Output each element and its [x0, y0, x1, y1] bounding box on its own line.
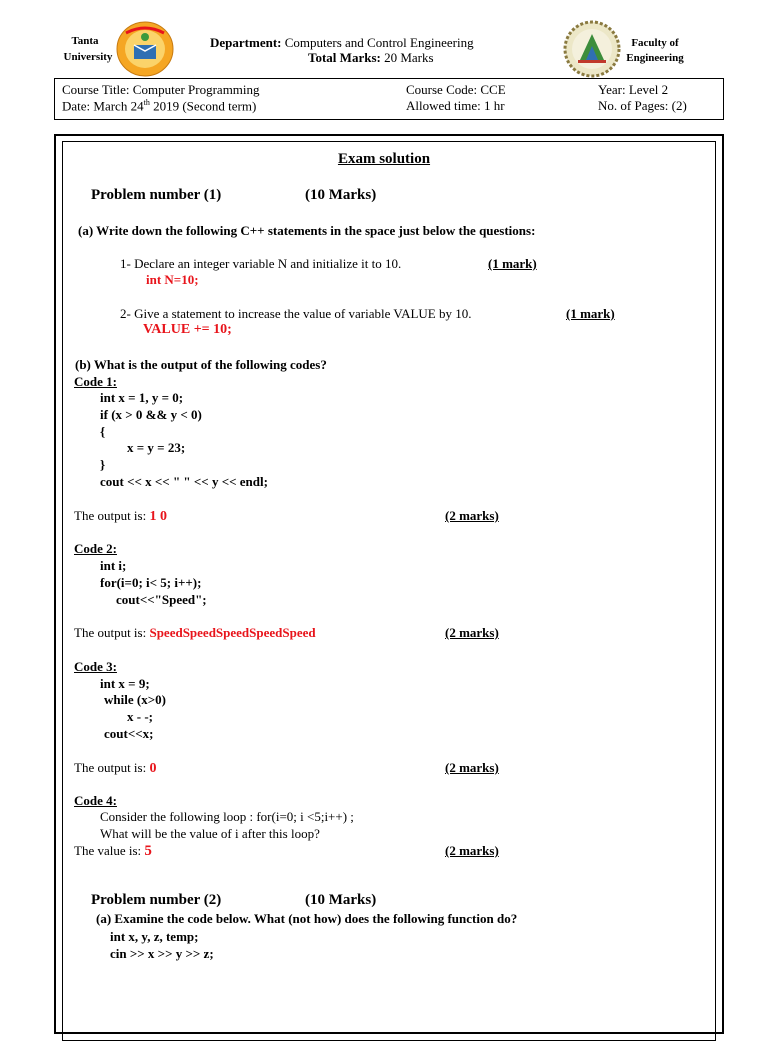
output1-line	[74, 508, 167, 525]
output3-marks: (2 marks)	[445, 760, 499, 775]
code3-line: int x = 9;	[100, 676, 150, 691]
output4-line	[74, 843, 152, 860]
output2-marks: (2 marks)	[445, 625, 499, 640]
output4-marks: (2 marks)	[445, 843, 499, 858]
code3-label: Code 3:	[74, 659, 117, 674]
question-2-answer: VALUE += 10;	[143, 322, 232, 337]
code4-line2: What will be the value of i after this loop?	[100, 826, 320, 841]
department-line	[210, 35, 474, 51]
department-label: Department:	[210, 35, 282, 50]
output3-line	[74, 760, 156, 777]
code1-line: cout << x << " " << y << endl;	[100, 474, 268, 489]
question-2: 2- Give a statement to increase the value of variable VALUE by 10.	[120, 306, 472, 321]
code1-line: x = y = 23;	[127, 440, 186, 455]
code1-line: }	[100, 457, 106, 472]
output4-label: The value is:	[74, 843, 142, 858]
output2-line	[74, 625, 316, 641]
code3-line: cout<<x;	[104, 726, 154, 741]
course-code: Course Code: CCE	[406, 82, 506, 97]
number-of-pages: No. of Pages: (2)	[598, 98, 687, 113]
total-marks-label: Total Marks:	[308, 50, 381, 65]
exam-title: Exam solution	[337, 151, 431, 167]
code4-line1: Consider the following loop : for(i=0; i <5;i++) ;	[100, 809, 354, 824]
problem2-code-line: int x, y, z, temp;	[110, 929, 199, 944]
problem1-marks: (10 Marks)	[305, 187, 377, 203]
output3-label: The output is:	[74, 760, 147, 775]
code2-line: for(i=0; i< 5; i++);	[100, 575, 202, 590]
department-value: Computers and Control Engineering	[284, 35, 474, 50]
exam-date	[62, 98, 256, 114]
faculty-name-line1: Faculty of	[631, 37, 679, 49]
output2-answer: SpeedSpeedSpeedSpeedSpeed	[149, 625, 316, 640]
university-name-line1: Tanta	[71, 35, 99, 47]
university-name-line2: University	[63, 51, 113, 63]
problem1-part-a-intro: (a) Write down the following C++ statements in the space just below the questions:	[78, 223, 536, 238]
output3-answer: 0	[149, 761, 157, 776]
date-superscript: th	[143, 98, 150, 107]
problem2-heading: Problem number (2)	[91, 892, 222, 908]
code1-line: if (x > 0 && y < 0)	[100, 407, 202, 422]
code3-line: while (x>0)	[104, 692, 166, 707]
problem2-marks: (10 Marks)	[305, 892, 377, 908]
problem1-heading: Problem number (1)	[91, 187, 222, 203]
date-suffix: 2019 (Second term)	[149, 98, 257, 114]
code1-label: Code 1:	[74, 374, 117, 389]
problem1-part-b-intro: (b) What is the output of the following codes?	[75, 357, 327, 372]
total-marks-line	[308, 50, 434, 66]
problem2-code-line: cin >> x >> y >> z;	[110, 946, 214, 961]
faculty-logo	[562, 20, 622, 78]
question-1-marks: (1 mark)	[488, 256, 537, 271]
date-prefix: Date: March 24	[62, 98, 144, 114]
output1-marks: (2 marks)	[445, 508, 499, 523]
code2-label: Code 2:	[74, 541, 117, 556]
allowed-time: Allowed time: 1 hr	[406, 98, 505, 113]
code4-label: Code 4:	[74, 793, 117, 808]
question-1: 1- Declare an integer variable N and initialize it to 10.	[120, 256, 402, 271]
output1-label: The output is:	[74, 508, 147, 523]
problem2-part-a-intro: (a) Examine the code below. What (not how) does the following function do?	[96, 911, 518, 926]
course-title: Course Title: Computer Programming	[62, 82, 260, 97]
code2-line: cout<<"Speed";	[116, 592, 207, 607]
code1-line: int x = 1, y = 0;	[100, 390, 184, 405]
question-1-answer: int N=10;	[146, 272, 199, 287]
total-marks-value: 20 Marks	[384, 50, 434, 65]
faculty-name-line2: Engineering	[626, 52, 684, 64]
university-logo	[116, 21, 174, 77]
output1-answer: 1 0	[149, 509, 167, 524]
code2-line: int i;	[100, 558, 127, 573]
code3-line: x - -;	[127, 709, 153, 724]
output2-label: The output is:	[74, 625, 147, 640]
output4-answer: 5	[144, 843, 152, 859]
code1-line: {	[100, 424, 106, 439]
question-2-marks: (1 mark)	[566, 306, 615, 321]
year-level: Year: Level 2	[598, 82, 669, 97]
